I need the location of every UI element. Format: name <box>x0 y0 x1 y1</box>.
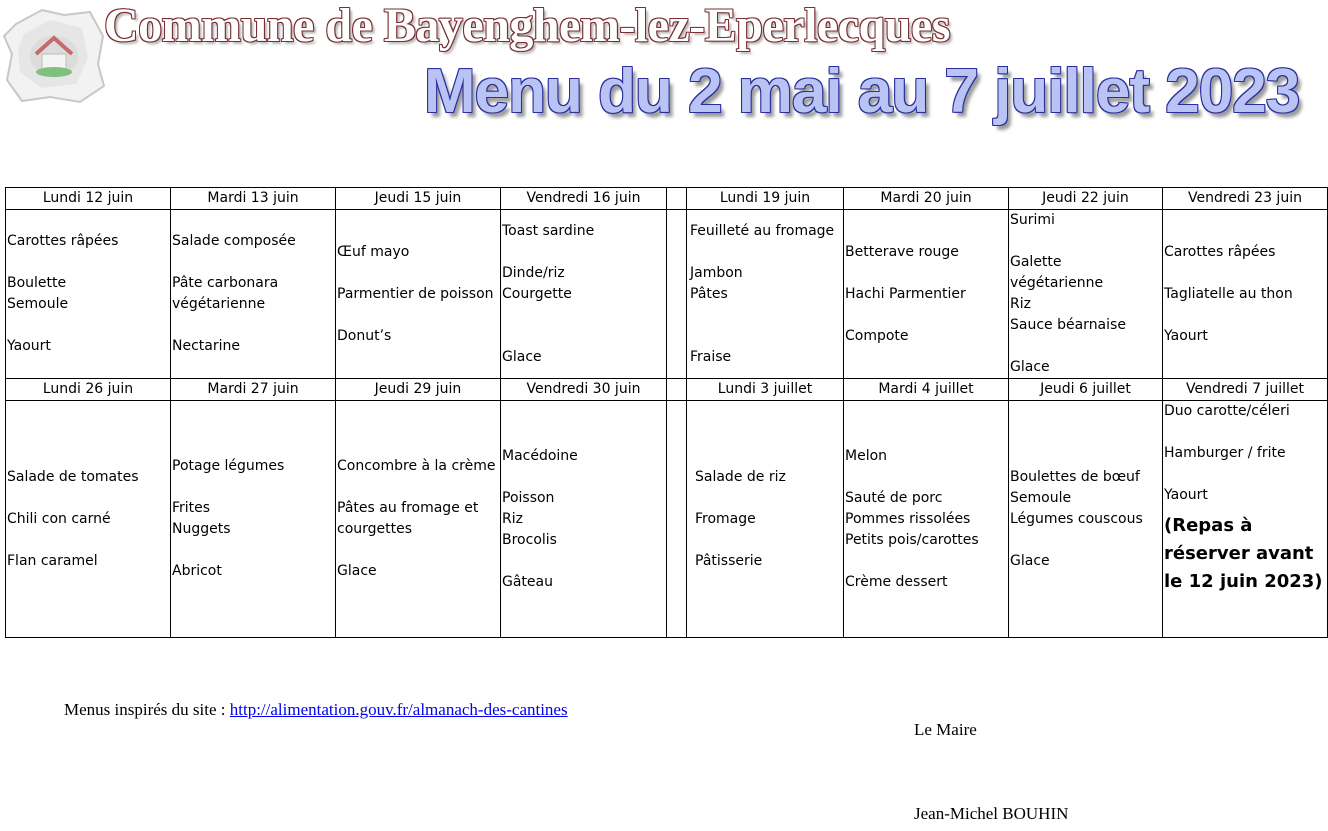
source-label: Menus inspirés du site : <box>64 700 226 719</box>
day-header: Mardi 27 juin <box>171 379 336 401</box>
week-1-menu-row <box>6 210 1328 379</box>
day-menu-cell <box>1009 401 1163 638</box>
day-header: Vendredi 16 juin <box>501 188 667 210</box>
day-menu-cell <box>1163 210 1328 379</box>
day-header: Jeudi 22 juin <box>1009 188 1163 210</box>
menu-title: Menu du 2 mai au 7 juillet 2023 <box>424 57 1300 126</box>
day-menu-cell <box>336 210 501 379</box>
day-menu: Potage légumes Frites Nuggets Abricot <box>172 458 285 579</box>
day-header: Vendredi 7 juillet <box>1163 379 1328 401</box>
week-1-header-row <box>6 188 1328 210</box>
day-menu: Salade composée Pâte carbonara végétarienne Nectarine <box>172 233 296 354</box>
day-header: Lundi 12 juin <box>6 188 171 210</box>
day-menu-cell <box>6 210 171 379</box>
day-menu-cell <box>501 401 667 638</box>
source-line <box>64 700 568 720</box>
day-menu-cell <box>687 210 844 379</box>
day-menu: Concombre à la crème Pâtes au fromage et courgettes Glace <box>337 458 496 579</box>
week-separator <box>667 210 687 379</box>
day-menu-cell <box>336 401 501 638</box>
day-menu-cell <box>1009 210 1163 379</box>
menu-table <box>5 187 1328 638</box>
day-menu: Melon Sauté de porc Pommes rissolées Petits pois/carottes Crème dessert <box>845 447 979 590</box>
day-menu: Duo carotte/céleri Hamburger / frite Yaourt <box>1164 403 1290 503</box>
day-header: Lundi 26 juin <box>6 379 171 401</box>
day-header: Mardi 13 juin <box>171 188 336 210</box>
commune-title: Commune de Bayenghem-lez-Eperlecques <box>104 0 950 52</box>
day-menu-cell <box>844 401 1009 638</box>
day-menu-cell <box>171 401 336 638</box>
day-menu: Salade de tomates Chili con carné Flan caramel <box>7 468 139 569</box>
day-menu-cell <box>171 210 336 379</box>
mayor-title: Le Maire <box>914 720 977 739</box>
day-menu: Surimi Galette végétarienne Riz Sauce béarnaise Glace <box>1010 212 1126 375</box>
day-menu: Betterave rouge Hachi Parmentier Compote <box>845 243 966 344</box>
mayor-name: Jean-Michel BOUHIN <box>914 804 1069 823</box>
day-menu-cell <box>501 210 667 379</box>
week-separator <box>667 188 687 210</box>
reservation-note: (Repas à réserver avant le 12 juin 2023) <box>1164 515 1323 592</box>
week-separator <box>667 379 687 401</box>
day-menu-cell <box>844 210 1009 379</box>
day-header: Lundi 3 juillet <box>687 379 844 401</box>
day-header: Jeudi 15 juin <box>336 188 501 210</box>
commune-logo <box>2 6 106 104</box>
week-2-header-row <box>6 379 1328 401</box>
day-menu: Feuilleté au fromage Jambon Pâtes Fraise <box>690 222 835 365</box>
day-header: Mardi 4 juillet <box>844 379 1009 401</box>
day-menu-cell <box>1163 401 1328 638</box>
day-menu: Carottes râpées Tagliatelle au thon Yaourt <box>1164 243 1293 344</box>
day-header: Lundi 19 juin <box>687 188 844 210</box>
day-menu: Carottes râpées Boulette Semoule Yaourt <box>7 233 119 354</box>
day-menu: Œuf mayo Parmentier de poisson Donut’s <box>337 243 494 344</box>
day-menu: Toast sardine Dinde/riz Courgette Glace <box>502 222 595 365</box>
day-header: Mardi 20 juin <box>844 188 1009 210</box>
source-link[interactable]: http://alimentation.gouv.fr/almanach-des-cantines <box>229 700 568 719</box>
day-header: Vendredi 23 juin <box>1163 188 1328 210</box>
day-header: Jeudi 6 juillet <box>1009 379 1163 401</box>
week-2-menu-row <box>6 401 1328 638</box>
day-menu-cell <box>687 401 844 638</box>
day-header: Jeudi 29 juin <box>336 379 501 401</box>
day-menu: Boulettes de bœuf Semoule Légumes couscous Glace <box>1010 468 1143 569</box>
day-header: Vendredi 30 juin <box>501 379 667 401</box>
day-menu: Salade de riz Fromage Pâtisserie <box>695 468 786 569</box>
day-menu: Macédoine Poisson Riz Brocolis Gâteau <box>502 447 578 590</box>
week-separator <box>667 401 687 638</box>
day-menu-cell <box>6 401 171 638</box>
